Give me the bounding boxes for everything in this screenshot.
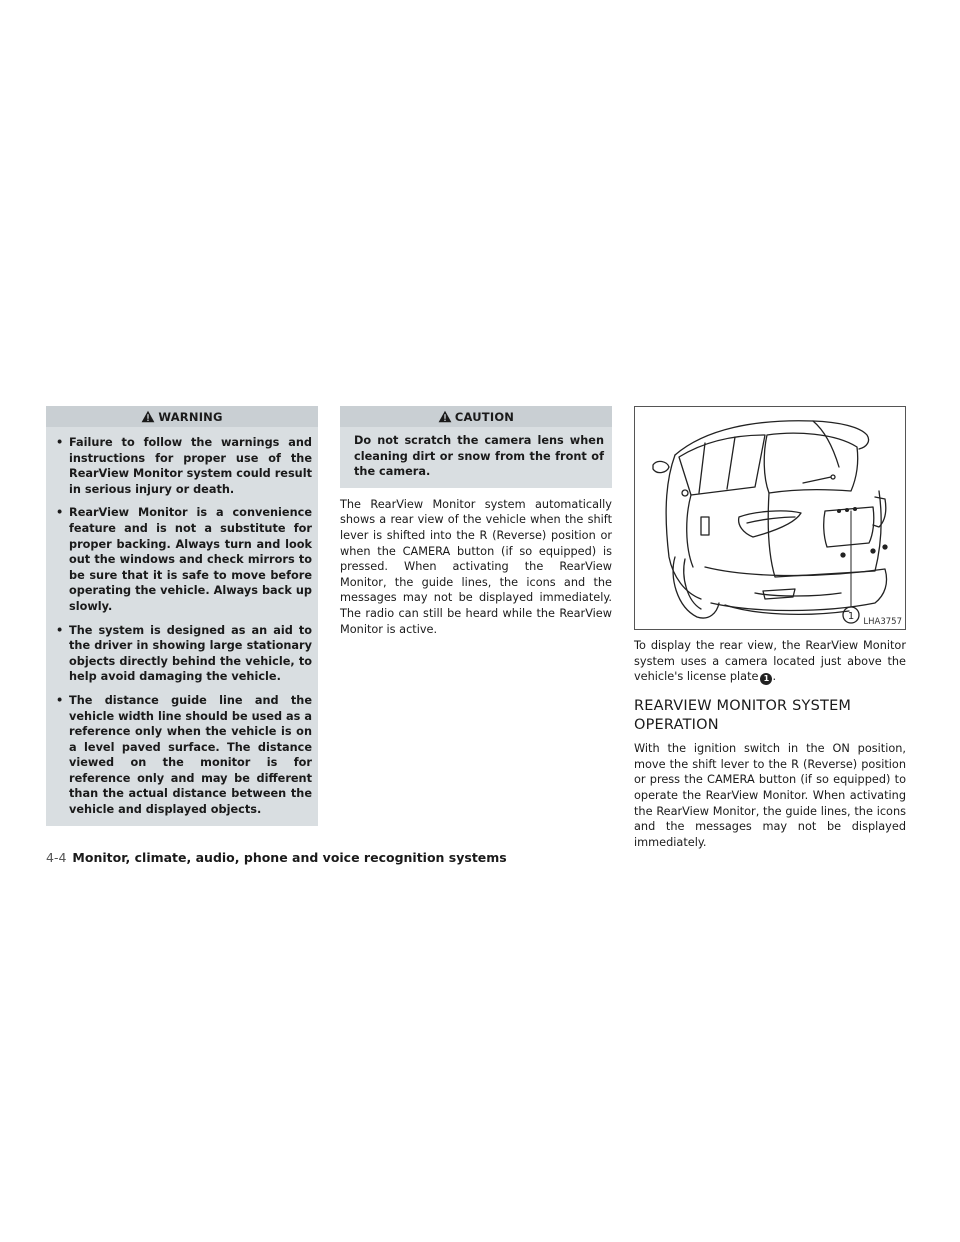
vehicle-figure — [634, 406, 906, 630]
camera-text-end: . — [772, 670, 777, 684]
warning-box — [46, 406, 318, 826]
warning-triangle-icon — [141, 410, 155, 423]
section-paragraph: With the ignition switch in the ON position, move the shift lever to the R (Reverse) position or press the CAMERA button (if so equipped) to operate the RearView Monitor. When activating the RearView Monitor, the guide lines, the icons and the messages may not be displayed immediately. — [634, 742, 906, 849]
figure-code: LHA3757 — [863, 617, 902, 627]
section-title: REARVIEW MONITOR SYSTEM OPERATION — [634, 698, 852, 734]
left-column — [46, 406, 318, 826]
warning-item: • Failure to follow the warnings and instructions for proper use of the RearView Monitor system could result in serious injury or death. — [56, 435, 312, 497]
warning-item: • The distance guide line and the vehicle width line should be used as a reference only when the vehicle is on a level paved surface. The distance viewed on the monitor is for reference only and may be different than the actual distance between the vehicle and displayed objects. — [56, 693, 312, 818]
caution-text: Do not scratch the camera lens when cleaning dirt or snow from the front of the camera. — [354, 434, 604, 479]
warning-list — [46, 427, 318, 826]
caution-header — [340, 406, 612, 427]
rear-vehicle-illustration-icon — [635, 407, 905, 629]
warning-item: • RearView Monitor is a convenience feature and is not a substitute for proper backing. Always turn and look out the windows and check mirrors to be sure that it is safe to move before operating the vehicle. Always back up slowly. — [56, 505, 312, 614]
camera-location-text — [634, 638, 906, 685]
camera-text-body: To display the rear view, the RearView Monitor system uses a camera located just above the vehicle's license plate — [634, 639, 906, 684]
page-number: 4-4 — [46, 850, 67, 865]
caution-box — [340, 406, 612, 488]
warning-header — [46, 406, 318, 427]
callout-one-icon: 1 — [760, 673, 772, 685]
right-column — [634, 406, 906, 850]
figure-callout-number: 1 — [847, 611, 855, 622]
warning-title: WARNING — [158, 409, 223, 424]
caution-title: CAUTION — [454, 409, 515, 424]
caution-triangle-icon — [438, 410, 452, 423]
page-footer — [46, 850, 507, 865]
intro-paragraph: The RearView Monitor system automatically shows a rear view of the vehicle when the shift lever is shifted into the R (Reverse) position or when the CAMERA button (if so equipped) is pressed. When activating the RearView Monitor, the guide lines, the icons and the messages may not be displayed immediately. The radio can still be heard while the RearView Monitor is active. — [340, 497, 612, 636]
warning-item: • The system is designed as an aid to the driver in showing large stationary objects directly behind the vehicle, to help avoid damaging the vehicle. — [56, 623, 312, 685]
chapter-title: Monitor, climate, audio, phone and voice recognition systems — [72, 850, 507, 865]
middle-column — [340, 406, 612, 637]
